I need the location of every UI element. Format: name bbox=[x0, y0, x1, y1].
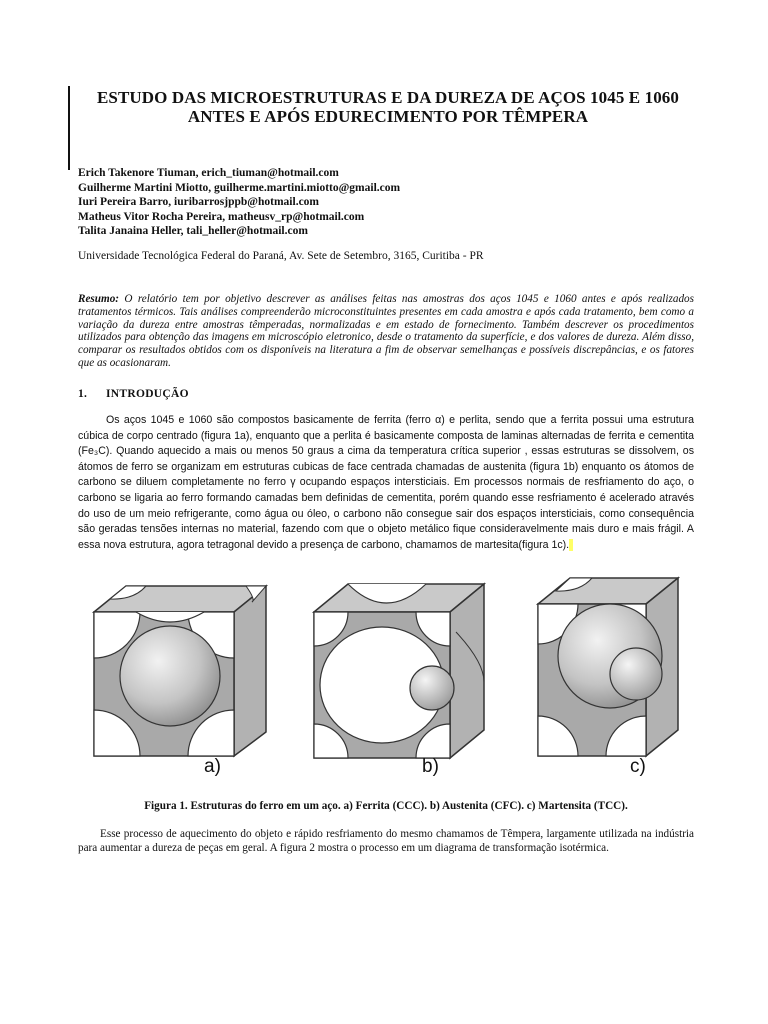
author-list bbox=[78, 166, 698, 239]
section-number: 1. bbox=[78, 388, 88, 400]
text-highlight-mark bbox=[569, 539, 573, 551]
author-line: Iuri Pereira Barro, iuribarrosjppb@hotmail.com bbox=[78, 196, 320, 209]
author-line: Talita Janaina Heller, tali_heller@hotmail.com bbox=[78, 225, 308, 238]
paper-title bbox=[78, 88, 698, 126]
abstract bbox=[78, 293, 694, 370]
section-title: INTRODUÇÃO bbox=[106, 388, 189, 400]
affiliation: Universidade Tecnológica Federal do Paraná, Av. Sete de Setembro, 3165, Curitiba - PR bbox=[78, 250, 484, 262]
author-line: Guilherme Martini Miotto, guilherme.martini.miotto@gmail.com bbox=[78, 181, 401, 194]
paragraph-tempera bbox=[78, 827, 694, 856]
figure-1-panel-labels bbox=[86, 756, 686, 786]
title-line-2: ANTES E APÓS EDURECIMENTO POR TÊMPERA bbox=[187, 107, 589, 126]
title-margin-rule bbox=[68, 86, 70, 170]
paragraph-tempera-text: Esse processo de aquecimento do objeto e rápido resfriamento do mesmo chamamos de Têmpera, largamente utilizada na indústria para aumentar a dureza de peças em geral. A figura 2 mostra o processo em um diagrama de transformação isotérmica. bbox=[78, 828, 694, 855]
abstract-label: Resumo: bbox=[78, 293, 120, 305]
author-line: Matheus Vitor Rocha Pereira, matheusv_rp@hotmail.com bbox=[78, 210, 365, 223]
cube-a-ferrite-icon bbox=[94, 586, 266, 756]
intro-paragraph-text: Os aços 1045 e 1060 são compostos basicamente de ferrita (ferro α) e perlita, sendo que a ferrita possui uma estrutura cúbica de corpo centrado (figura 1a), enquanto que a perlita é basicamente composta de laminas alternadas de ferrita e cementita (Fe₃C). Quando aquecido a mais ou menos 50 graus a cima da temperatura crítica superior , essas estruturas se dissolvem, os átomos de ferro se organizam em estruturas cubicas de face centrada chamadas de austenita (figura 1b) enquanto os átomos de carbono se diluem completamente no ferro γ ocupando espaços intersticiais. Em processos normais de resfriamento do aço, o carbono se ligaria ao ferro formando camadas bem definidas de cementita, porém quando esse resfriamento é acelerado através do uso de um meio refrigerante, como água ou óleo, o carbono não consegue sair dos espaços intersticiais, como consequência são geradas tensões internas no material, fazendo com que o objeto metálico fique consideravelmente mais duro e mais frágil. A essa nova estrutura, agora tetragonal devido a presença de carbono, chamamos de martesita(figura 1c). bbox=[78, 414, 694, 551]
figure-1-caption: Figura 1. Estruturas do ferro em um aço. a) Ferrita (CCC). b) Austenita (CFC). c) Martensita (TCC). bbox=[144, 800, 628, 812]
figure-1-crystal-structures bbox=[86, 572, 686, 782]
author-line: Erich Takenore Tiuman, erich_tiuman@hotmail.com bbox=[78, 167, 339, 179]
intro-paragraph bbox=[78, 413, 694, 553]
abstract-text: O relatório tem por objetivo descrever as análises feitas nas amostras dos aços 1045 e 1060 antes e após realizados tratamentos térmicos. Tais análises compreenderão microconstituintes presentes em cada amostra e após cada tratamento, bem como a variação da dureza entre amostras têmperadas, normalizadas e em estado de fornecimento. Também descrever os procedimentos utilizados para obtenção das imagens em microscópio eletronico, desde o tratamento da superfície, e dos valores de dureza. Além disso, comparar os resultados obtidos com os disponíveis na literatura a fim de observar semelhanças e possíveis discrepâncias, e os fatores que as ocasionaram. bbox=[78, 293, 694, 369]
section-heading bbox=[78, 388, 189, 400]
panel-label-b: b) bbox=[422, 756, 439, 777]
panel-label-a: a) bbox=[204, 756, 221, 777]
figure-1-illustration bbox=[86, 572, 686, 782]
title-line-1: ESTUDO DAS MICROESTRUTURAS E DA DUREZA DE AÇOS 1045 E 1060 bbox=[96, 88, 679, 107]
panel-label-c: c) bbox=[630, 756, 646, 777]
cube-c-martensite-icon bbox=[538, 578, 678, 756]
cube-b-austenite-icon bbox=[314, 584, 484, 758]
